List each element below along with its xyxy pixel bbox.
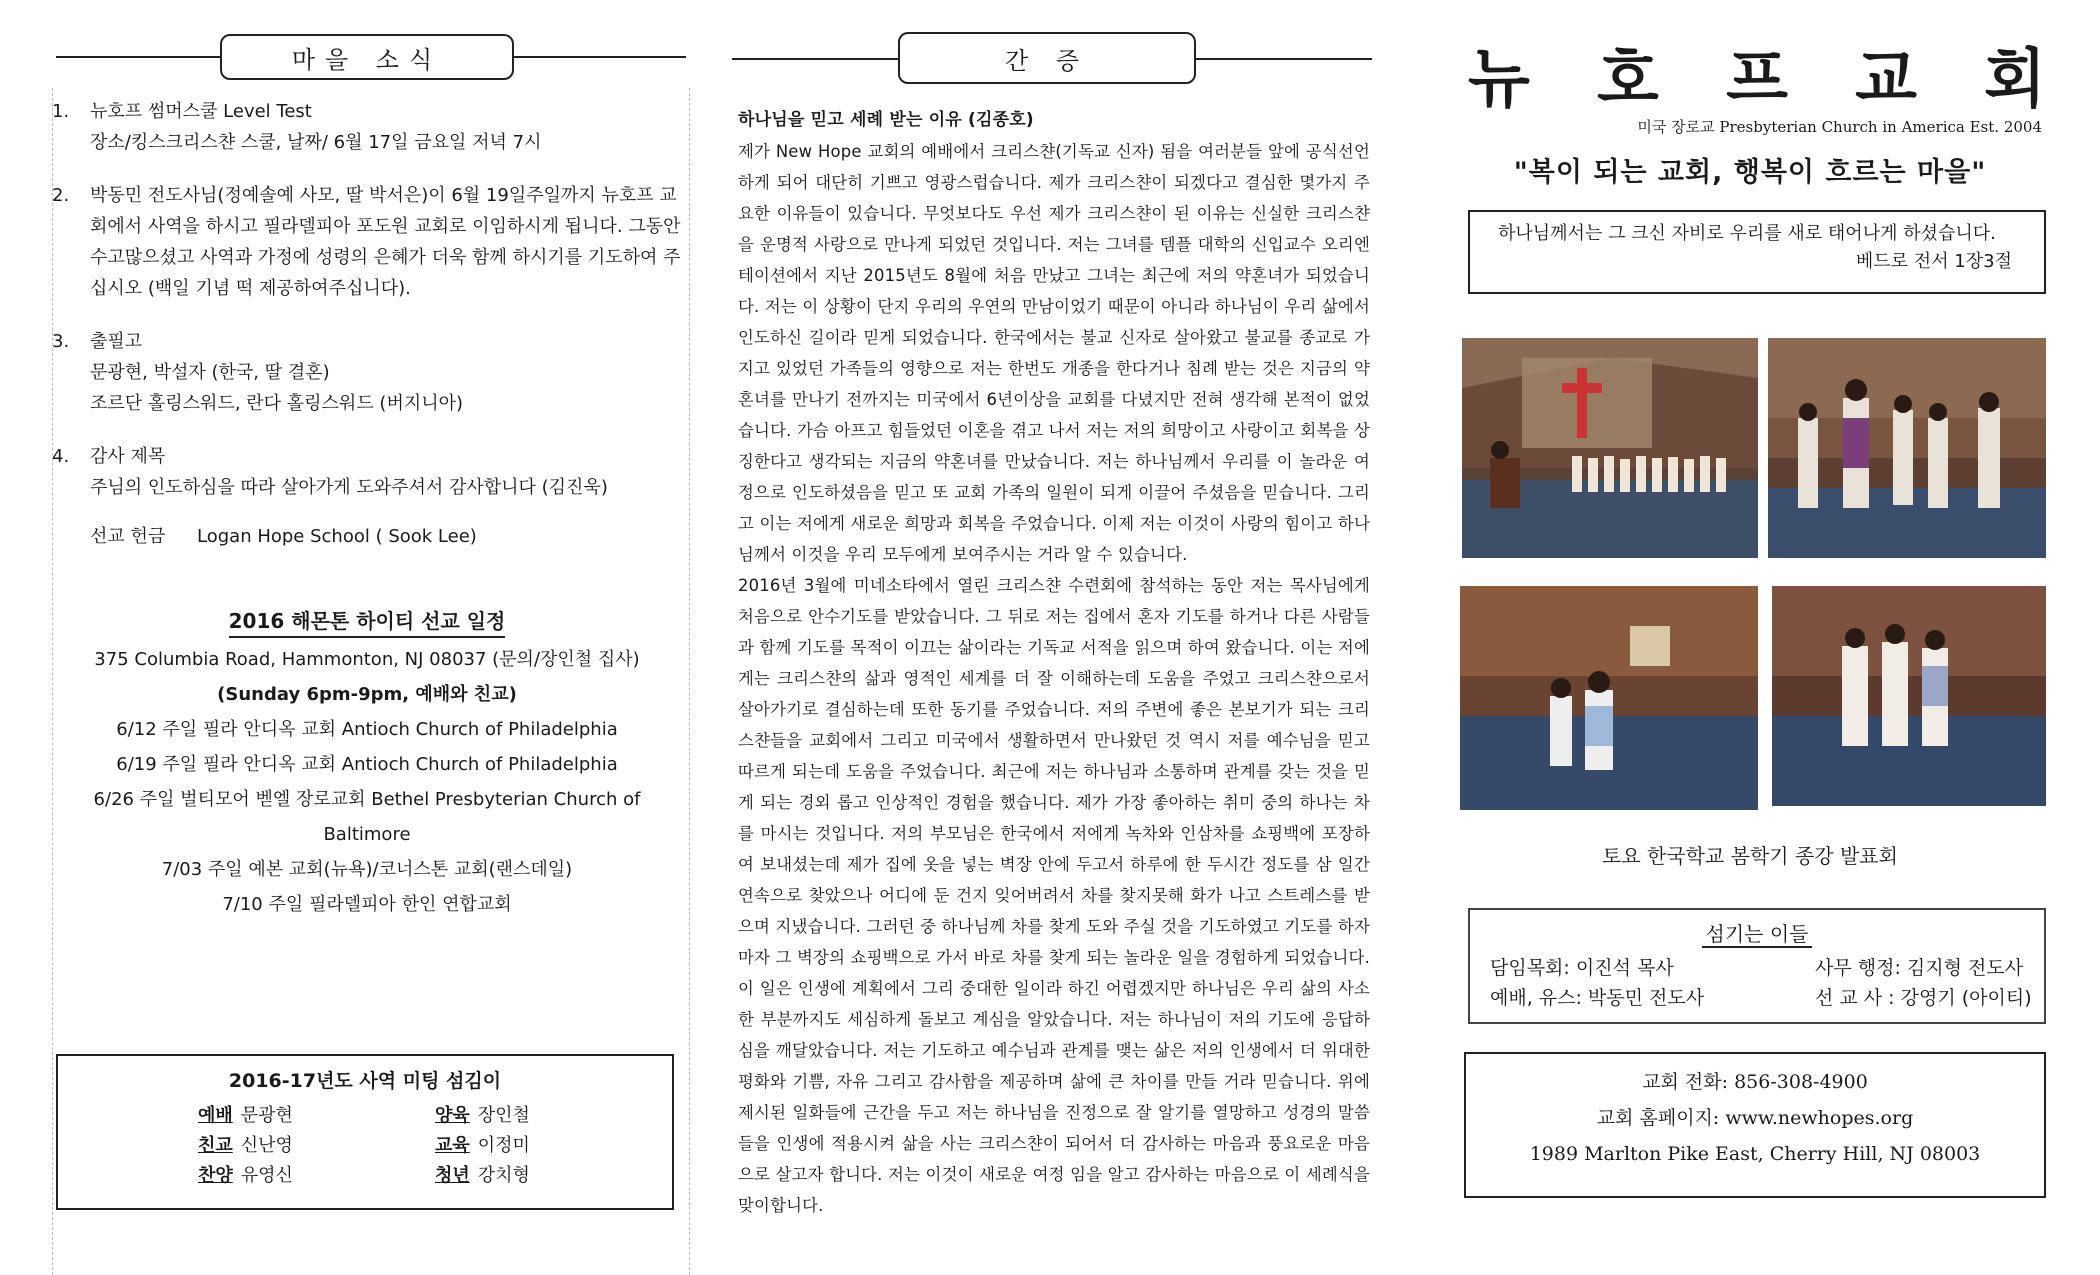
team-role: 친교 (198, 1135, 233, 1156)
news-item (52, 180, 692, 304)
church-address: 1989 Marlton Pike East, Cherry Hill, NJ 08003 (1529, 1143, 1981, 1165)
news-item-line: 뉴호프 썸머스쿨 Level Test (90, 101, 312, 122)
news-item-number: 3. (52, 331, 70, 352)
staff-entry: 사무 행정: 김지형 전도사 (1815, 957, 2024, 979)
ministry-team-member (435, 1101, 672, 1127)
mission-schedule-entry: 6/12 주일 필라 안디옥 교회 Antioch Church of Philadelphia (116, 719, 618, 740)
ministry-team-title: 2016-17년도 사역 미팅 섬김이 (228, 1070, 502, 1092)
news-item-line: 감사 제목 (90, 446, 166, 467)
team-name: 문광현 (240, 1105, 293, 1126)
staff-box (1468, 908, 2046, 1024)
news-header (220, 34, 514, 80)
church-phone: 교회 전화: 856-308-4900 (1642, 1071, 1868, 1093)
news-item-line: 문광현, 박설자 (한국, 딸 결혼) (90, 362, 330, 383)
church-name-char: 뉴 (1468, 43, 1532, 117)
testimony-paragraph: 2016년 3월에 미네소타에서 열린 크리스챤 수련회에 참석하는 동안 저는 목사님에게 처음으로 안수기도를 받았습니다. 그 뒤로 저는 집에서 혼자 기도를 하거나 다른 사람들과 함께 기도를 목적이 이끄는 삶이라는 기독교 서적을 읽으며 하여 왔습니다. 이는 저에게는 크리스챤의 삶과 영적인 세계를 더 잘 이해하는데 도움을 주었고 크리스챤으로서 살아가기로 결심하는데 또한 동기를 주었습니다. 저의 주변에 좋은 본보기가 되는 크리스챤들을 교회에서 그리고 미국에서 생활하면서 만나왔던 것 역시 저를 예수님을 믿고 따르게 되는데 도움을 주었습니다. 최근에 저는 하나님과 소통하며 관계를 갖는 것을 믿게 되는 경외 롭고 인상적인 경험을 했습니다. 제가 가장 좋아하는 취미 중의 하나는 차를 마시는 것입니다. 저의 부모님은 한국에서 저에게 녹차와 인삼차를 쇼핑백에 포장하여 보내셨는데 제가 집에 옷을 넣는 벽장 안에 두고서 하루에 한 두시간 정도를 삼 일간 연속으로 찾았으나 어디에 둔 건지 잊어버려서 차를 찾지못해 화가 나고 스트레스를 받으며 지냈습니다. 그러던 중 하나님께 차를 찾게 도와 주실 것을 기도하였고 기도를 하자마자 그 벽장의 쇼핑백으로 가서 바로 차를 찾게 되는 놀라운 일을 경험하게 되었습니다. 이 일은 인생에 계획에서 그리 중대한 일이라 하긴 어렵겠지만 하나님은 우리 삶의 사소한 부분까지도 세심하게 돌보고 계심을 알았습니다. 저는 하나님이 저의 기도에 응답하심을 깨달았습니다. 저는 기도하고 예수님과 관계를 맺는 삶은 저의 인생에서 더 위대한 평화와 기쁨, 자유 그리고 감사함을 제공하며 삶에 큰 차이를 만들 거라 믿습니다. 위에 제시된 일화들에 근간을 두고 저는 하나님을 진정으로 잘 알기를 열망하고 성경의 말씀들을 인생에 적용시켜 삶을 사는 크리스챤이 되어서 더 감사하는 마음과 풍요로운 마음으로 살고자 합니다. 저는 이것이 새로운 여정 임을 알고 감사하는 마음으로 이 세례식을 맞이합니다. (738, 576, 1370, 1215)
mission-schedule-entry: 7/10 주일 필라델피아 한인 연합교회 (222, 894, 512, 915)
news-item (52, 326, 692, 419)
news-list (52, 96, 692, 552)
ministry-team-box (56, 1054, 674, 1210)
news-item-line: 출필고 (90, 331, 143, 352)
ministry-team-member (198, 1161, 435, 1187)
team-name: 신난영 (240, 1135, 293, 1156)
staff-entry: 담임목회: 이진석 목사 (1490, 957, 1674, 979)
news-item-line: 조르단 홀링스워드, 란다 홀링스워드 (버지니아) (90, 393, 464, 414)
staff-title: 섬기는 이들 (1702, 922, 1813, 948)
ministry-team-member (435, 1131, 672, 1157)
mission-schedule-entry: 6/19 주일 필라 안디옥 교회 Antioch Church of Philadelphia (116, 754, 618, 775)
team-name: 장인철 (477, 1105, 530, 1126)
school-photo (1460, 586, 1758, 810)
news-item-line: 장소/킹스크리스챤 스쿨, 날짜/ 6월 17일 금요일 저녁 7시 (90, 132, 542, 153)
news-item-number: 1. (52, 101, 70, 122)
scripture-reference: 베드로 전서 1장3절 (1855, 251, 2012, 272)
testimony-title: 하나님을 믿고 세례 받는 이유 (김종호) (738, 110, 1034, 130)
church-name-char: 회 (1984, 43, 2048, 117)
news-item-line: 주님의 인도하심을 따라 살아가게 도와주셔서 감사합니다 (김진욱) (90, 477, 608, 498)
photos-caption: 토요 한국학교 봄학기 종강 발표회 (1602, 844, 1898, 868)
school-photo (1768, 338, 2046, 558)
ministry-team-member (198, 1131, 435, 1157)
mission-schedule-entry: 6/26 주일 벌티모어 벧엘 장로교회 Bethel Presbyterian Church of Baltimore (93, 789, 641, 845)
news-item-line: 박동민 전도사님(정예솔예 사모, 딸 박서은)이 6월 19일주일까지 뉴호프 교회에서 사역을 하시고 필라델피아 포도원 교회로 이임하시게 됩니다. 그동안 수고많으셨고 사역과 가정에 성령의 은혜가 더욱 함께 하시기를 기도하여 주십시오 (백일 기념 떡 제공하여주십니다). (90, 185, 681, 299)
ministry-team-member (198, 1101, 435, 1127)
mission-offering-value: Logan Hope School ( Sook Lee) (197, 526, 477, 547)
testimony-body (738, 105, 1370, 1221)
church-name-char: 호 (1597, 43, 1661, 117)
school-photo (1462, 338, 1758, 558)
church-name (1468, 34, 2048, 117)
church-motto: "복이 되는 교회, 행복이 흐르는 마을" (1513, 157, 1987, 188)
mission-schedule-title: 2016 해몬톤 하이티 선교 일정 (229, 606, 506, 638)
news-header-label: 마을 소식 (291, 45, 443, 74)
team-role: 예배 (198, 1105, 233, 1126)
church-website: 교회 홈페이지: www.newhopes.org (1596, 1107, 1914, 1129)
mission-schedule-time: (Sunday 6pm-9pm, 예배와 친교) (217, 684, 517, 705)
school-photo (1772, 586, 2046, 806)
team-role: 양육 (435, 1105, 470, 1126)
mission-schedule (52, 605, 682, 922)
news-item (52, 96, 692, 158)
news-item (52, 441, 692, 503)
scripture-box (1468, 210, 2046, 294)
team-role: 청년 (435, 1165, 470, 1186)
testimony-header-label: 간 증 (1005, 46, 1089, 75)
mission-schedule-address: 375 Columbia Road, Hammonton, NJ 08037 (문의/장인철 집사) (94, 649, 640, 670)
ministry-team-member (435, 1161, 672, 1187)
mission-schedule-entry: 7/03 주일 예본 교회(뉴욕)/코너스톤 교회(랜스데일) (161, 859, 573, 880)
scripture-verse: 하나님께서는 그 크신 자비로 우리를 새로 태어나게 하셨습니다. (1498, 223, 1996, 244)
staff-entry: 선 교 사 : 강영기 (아이티) (1815, 987, 2032, 1009)
team-role: 교육 (435, 1135, 470, 1156)
testimony-header (898, 32, 1196, 84)
church-subtitle: 미국 장로교 Presbyterian Church in America Est. 2004 (1637, 118, 2042, 136)
team-name: 강치형 (477, 1165, 530, 1186)
news-item-number: 2. (52, 185, 70, 206)
team-name: 이정미 (477, 1135, 530, 1156)
staff-entry: 예배, 유스: 박동민 전도사 (1490, 987, 1705, 1009)
mission-offering-label: 선교 헌금 (90, 526, 166, 547)
contact-box (1464, 1052, 2046, 1198)
church-name-char: 프 (1726, 43, 1790, 117)
news-item-number: 4. (52, 446, 70, 467)
testimony-paragraph: 제가 New Hope 교회의 예배에서 크리스챤(기독교 신자) 됨을 여러분들 앞에 공식선언하게 되어 대단히 기쁘고 영광스럽습니다. 제가 크리스챤이 되겠다고 결심한 몇가지 주요한 이유들이 있습니다. 무엇보다도 우선 제가 크리스챤이 된 이유는 신실한 크리스챤을 운명적 사랑으로 만나게 되었던 것입니다. 저는 그녀를 템플 대학의 신입교수 오리엔테이션에서 지난 2015년도 8월에 처음 만났고 그녀는 최근에 저의 약혼녀가 되었습니다. 저는 이 상황이 단지 우리의 우연의 만남이었기 때문이 아니라 하나님이 우리 삶에서 인도하신 길이라 믿게 되었습니다. 한국에서는 불교 신자로 살아왔고 불교를 종교로 가지고 있었던 가족들의 영향으로 저는 한번도 개종을 한다거나 침례 받는 것은 지금의 약혼녀를 만나기 전까지는 미국에서 6년이상을 교회를 다녔지만 전혀 생각해 본적이 없었습니다. 가슴 아프고 힘들었던 이혼을 겪고 나서 저는 저의 희망이고 사랑이고 회복을 상징한다고 생각되는 지금의 약혼녀를 만났습니다. 저는 하나님께서 우리를 이 놀라운 여정으로 인도하셨음을 믿고 또 교회 가족의 일원이 되게 이끌어 주셨음을 믿습니다. 그리고 이는 저에게 새로운 희망과 회복을 주었습니다. 이제 저는 이것이 사랑의 힘이고 하나님께서 이것을 우리 모두에게 보여주시는 거라 알 수 있습니다. (738, 142, 1370, 564)
church-name-char: 교 (1855, 43, 1919, 117)
team-name: 유영신 (240, 1165, 293, 1186)
mission-offering (90, 521, 692, 552)
team-role: 찬양 (198, 1165, 233, 1186)
